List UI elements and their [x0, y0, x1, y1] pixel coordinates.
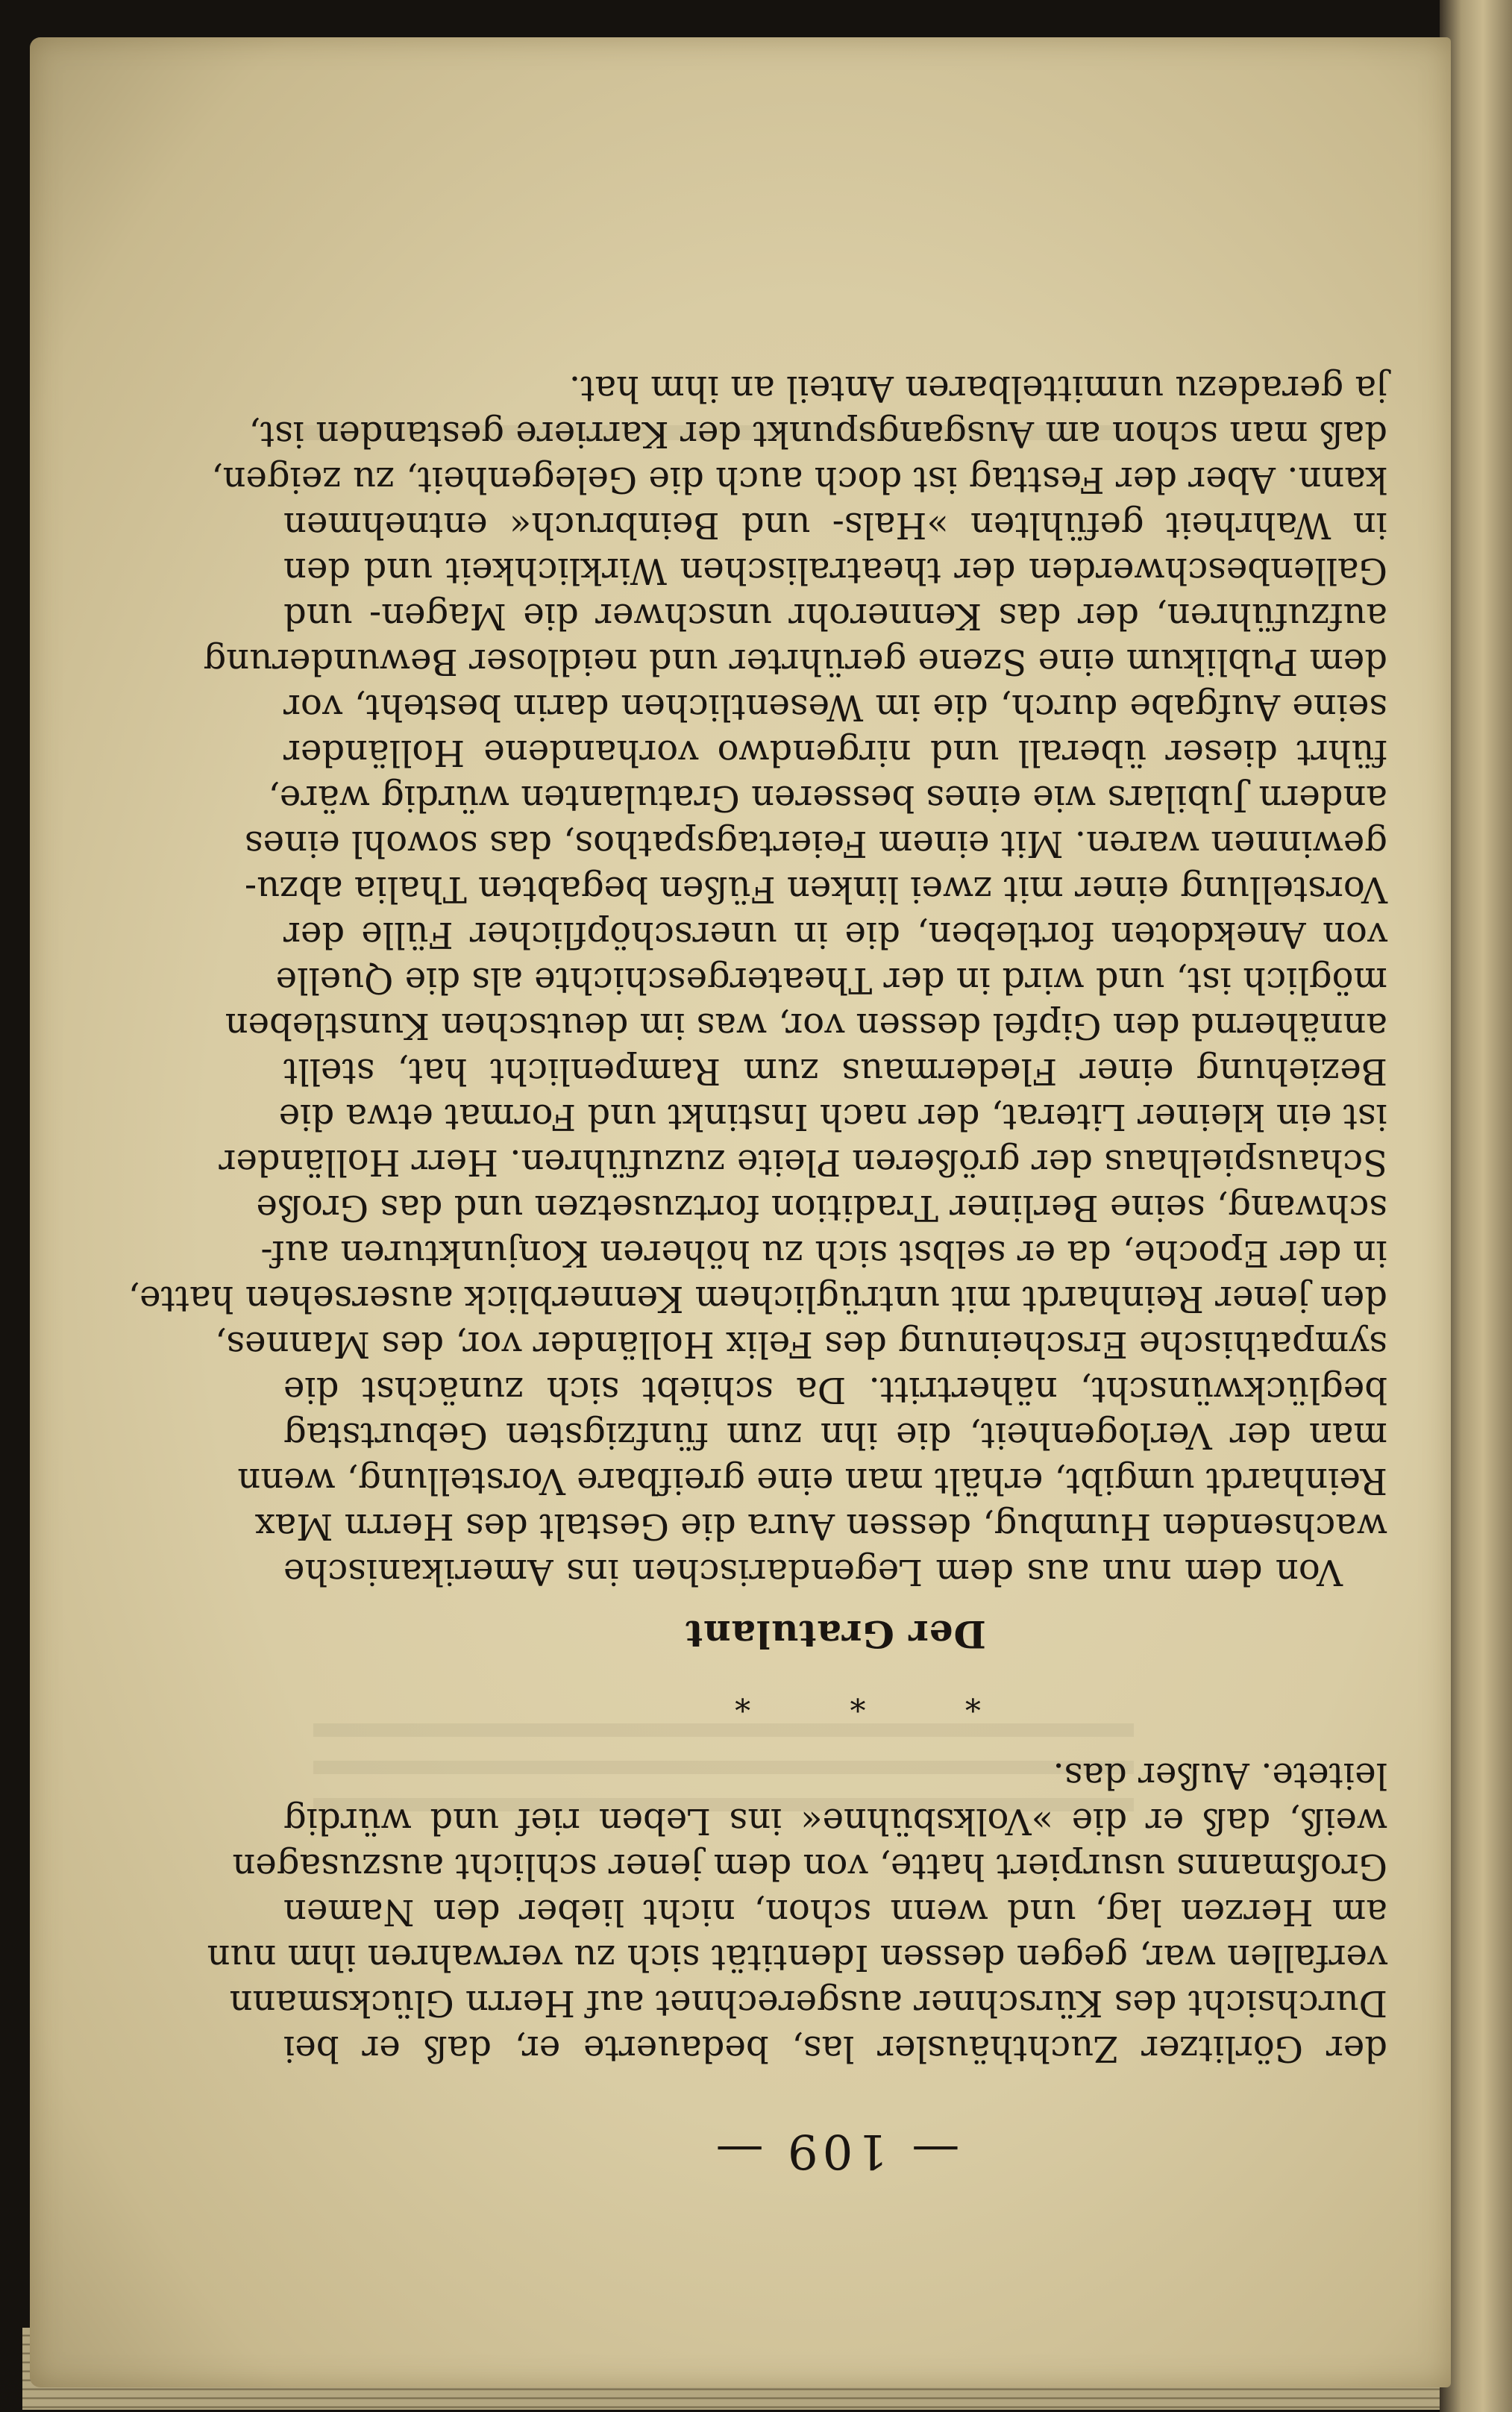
text-line: führt dieser überall und nirgendwo vorhandene Holländer — [283, 732, 1387, 774]
text-line: möglich ist, und wird in der Theatergeschichte als die Quelle — [275, 959, 1387, 1001]
text-line: andern Jubilars wie eines besseren Gratulanten würdig wäre, — [268, 777, 1387, 819]
text-line: verfallen war, gegen dessen Identität sich zu verwahren ihm nun — [207, 1937, 1387, 1979]
page-number: — 109 — — [711, 2123, 960, 2178]
text-line: Schauspielhaus der größeren Pleite zuzuführen. Herr Holländer — [219, 1141, 1387, 1183]
section-heading: Der Gratulant — [685, 1612, 986, 1656]
text-line: Großmanns usurpiert hatte, von dem jener schlicht auszusagen — [232, 1846, 1387, 1888]
text-line: Durchsicht des Kürschner ausgerechnet auf Herrn Glücksmann — [229, 1982, 1387, 2024]
text-line: Gallenbeschwerden der theatralischen Wirklichkeit und den — [283, 550, 1387, 592]
text-line: gewinnen waren. Mit einem Feiertagspathos, das sowohl eines — [245, 823, 1387, 865]
paragraph-main — [128, 366, 1387, 1594]
text-line: aufzuführen, der das Kennerohr unschwer die Magen- und — [283, 595, 1387, 637]
text-line: von Anekdoten fortleben, die in unerschöpflicher Fülle der — [283, 914, 1387, 956]
text-line: man der Verlogenheit, die ihn zum fünfzigsten Geburtstag — [283, 1415, 1387, 1456]
text-line: ja geradezu unmittelbaren Anteil an ihm hat. — [568, 368, 1387, 410]
text-line: wachsenden Humbug, dessen Aura die Gestalt des Herrn Max — [254, 1506, 1387, 1547]
text-line: annähernd den Gipfel dessen vor, was im deutschen Kunstleben — [225, 1005, 1387, 1047]
text-line: schwang, seine Berliner Tradition fortzusetzen und das Große — [256, 1187, 1387, 1229]
text-line: den jener Reinhardt mit untrüglichem Kennerblick ausersehen hatte, — [128, 1278, 1387, 1320]
text-line: weiß, daß er die »Volksbühne« ins Leben rief und würdig — [283, 1800, 1387, 1842]
text-line: der Görlitzer Zuchthäusler las, bedauerte er, daß er bei — [283, 2028, 1387, 2070]
section-separator: * * * — [690, 1682, 981, 1718]
text-line: leitete. Außer das. — [1053, 1755, 1387, 1797]
text-line: daß man schon am Ausgangspunkt der Karriere gestanden ist, — [248, 413, 1387, 455]
text-line: seine Aufgabe durch, die im Wesentlichen darin besteht, vor — [283, 686, 1387, 728]
text-line: in Wahrheit gefühlten »Hals- und Beinbruch« entnehmen — [283, 504, 1387, 546]
text-line: Von dem nun aus dem Legendarischen ins Amerikanische — [283, 1551, 1343, 1593]
text-line: ist ein kleiner Literat, der nach Instinkt und Format etwa die — [278, 1096, 1387, 1138]
text-line: Reinhardt umgibt, erhält man eine greifbare Vorstellung, wenn — [237, 1460, 1387, 1502]
text-line: am Herzen lag, und wenn schon, nicht lieber den Namen — [283, 1891, 1387, 1933]
text-line: beglückwünscht, nähertritt. Da schiebt sich zunächst die — [283, 1369, 1387, 1411]
text-line: Beziehung einer Fledermaus zum Rampenlicht hat, stellt — [283, 1050, 1387, 1092]
page-text-block — [128, 366, 1387, 2178]
text-line: Vorstellung einer mit zwei linken Füßen begabten Thalia abzu- — [244, 868, 1387, 910]
text-line: dem Publikum eine Szene gerührter und neidloser Bewunderung — [203, 641, 1387, 683]
text-line: kann. Aber der Festtag ist doch auch die Gelegenheit, zu zeigen, — [211, 459, 1387, 501]
text-line: in der Epoche, da er selbst sich zu höheren Konjunkturen auf- — [260, 1232, 1387, 1274]
paragraph-continuation — [207, 1752, 1387, 2071]
text-line: sympathische Erscheinung des Felix Holländer vor, des Mannes, — [215, 1324, 1387, 1365]
